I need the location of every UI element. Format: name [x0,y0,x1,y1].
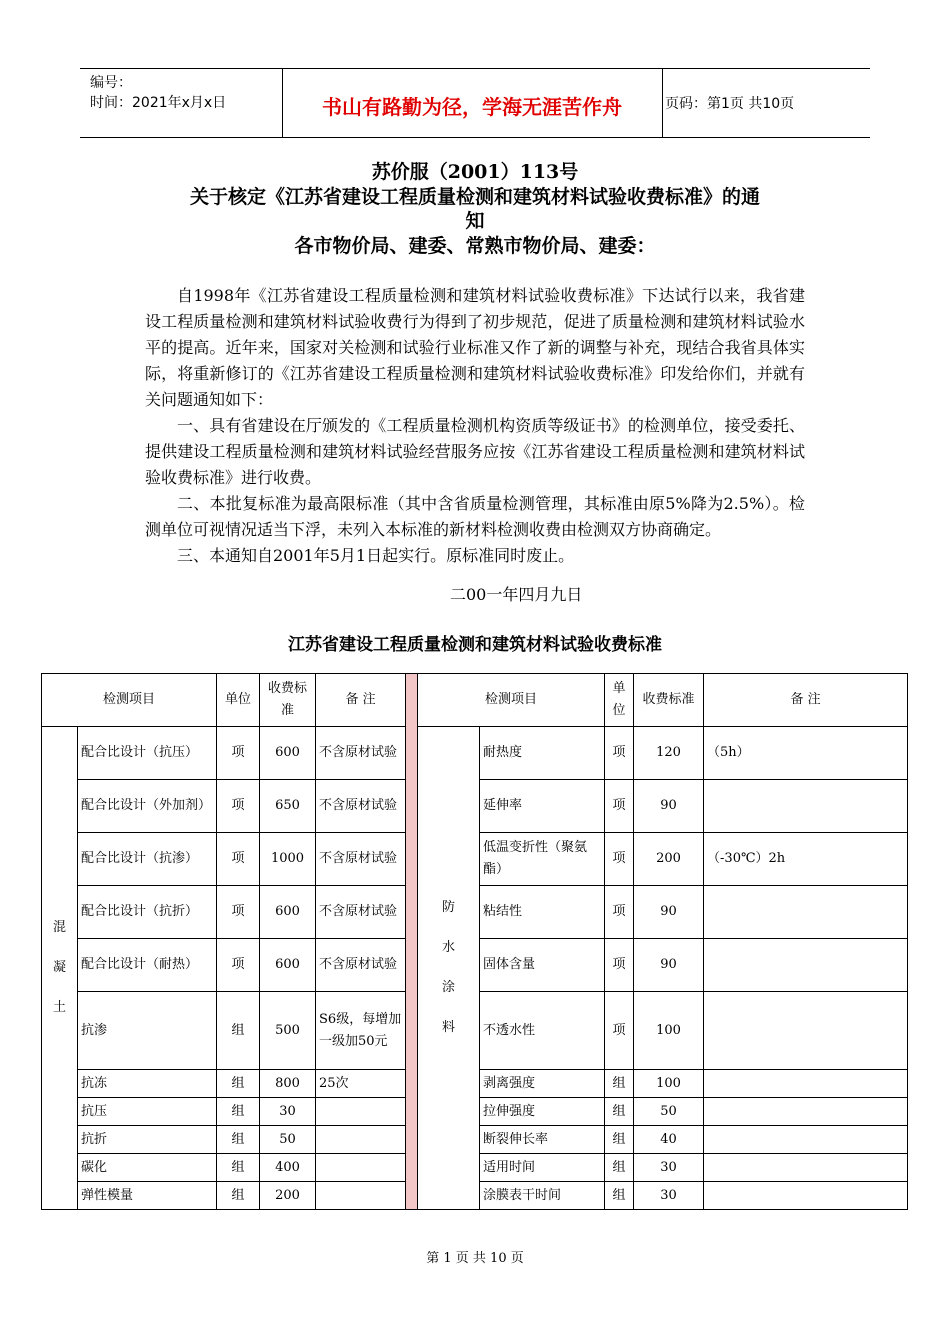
cell-unit: 组 [217,1070,260,1098]
table-separator [406,674,418,1210]
cell-fee: 650 [260,780,316,833]
cell-unit: 项 [605,833,634,886]
cell-note [316,1154,406,1182]
cell-unit: 项 [605,780,634,833]
cell-note: 不含原材试验 [316,780,406,833]
cell-unit: 项 [605,727,634,780]
cell-fee: 600 [260,727,316,780]
header-note: 备 注 [704,674,908,727]
cell-unit: 组 [217,992,260,1070]
cell-fee: 600 [260,886,316,939]
header-item: 检测项目 [42,674,217,727]
cell-unit: 项 [217,780,260,833]
cell-unit: 组 [217,1182,260,1210]
cell-note: 不含原材试验 [316,886,406,939]
table-title: 江苏省建设工程质量检测和建筑材料试验收费标准 [288,635,662,655]
cell-fee: 800 [260,1070,316,1098]
cell-fee: 100 [634,1070,704,1098]
cell-fee: 40 [634,1126,704,1154]
category-waterproof-coating [418,727,480,1210]
page-footer: 第 1 页 共 10 页 [426,1251,524,1266]
time-label: 时间：2021年x月x日 [90,95,227,111]
cell-fee: 500 [260,992,316,1070]
cell-item: 固体含量 [480,939,605,992]
cell-item: 配合比设计（抗压） [78,727,217,780]
cell-item: 断裂伸长率 [480,1126,605,1154]
cell-item: 配合比设计（外加剂） [78,780,217,833]
header-page-code: 页码：第1页 共10页 [665,96,795,112]
cell-unit: 项 [605,992,634,1070]
body-paragraph: 二、本批复标准为最高限标准（其中含省质量检测管理，其标准由原5%降为2.5%）。检测单位可视情况适当下浮，未列入本标准的新材料检测收费由检测双方协商确定。 [145,494,805,539]
cell-note: （-30℃）2h [704,833,908,886]
cell-unit: 组 [605,1098,634,1126]
serial-label: 编号： [90,75,132,91]
category-char: 凝 [52,960,66,975]
cell-unit: 项 [217,833,260,886]
doc-body [145,283,805,569]
cell-note [704,992,908,1070]
category-char: 水 [442,940,456,955]
cell-note [316,1126,406,1154]
cell-unit: 项 [605,939,634,992]
cell-item: 抗冻 [78,1070,217,1098]
body-paragraph: 一、具有省建设在厅颁发的《工程质量检测机构资质等级证书》的检测单位，接受委托、提供建设工程质量检测和建筑材料试验经营服务应按《江苏省建设工程质量检测和建筑材料试验收费标准》进行收费。 [145,416,805,487]
header-divider [662,69,663,137]
cell-item: 涂膜表干时间 [480,1182,605,1210]
category-concrete [42,727,78,1210]
cell-unit: 项 [217,727,260,780]
cell-unit: 项 [217,886,260,939]
cell-note: S6级，每增加一级加50元 [316,992,406,1070]
doc-title-line2: 知 [465,210,485,232]
doc-date: 二00一年四月九日 [450,585,583,604]
cell-unit: 组 [605,1182,634,1210]
cell-item: 剥离强度 [480,1070,605,1098]
cell-fee: 30 [260,1098,316,1126]
cell-fee: 30 [634,1182,704,1210]
doc-title-line1: 关于核定《江苏省建设工程质量检测和建筑材料试验收费标准》的通 [189,186,760,208]
table-header-row [42,674,908,727]
cell-note [704,886,908,939]
cell-note: 25次 [316,1070,406,1098]
cell-fee: 1000 [260,833,316,886]
cell-item: 低温变折性（聚氨酯） [480,833,605,886]
header-unit: 单位 [217,674,260,727]
cell-note [704,939,908,992]
cell-item: 粘结性 [480,886,605,939]
body-paragraph: 自1998年《江苏省建设工程质量检测和建筑材料试验收费标准》下达试行以来，我省建设工程质量检测和建筑材料试验收费行为得到了初步规范，促进了质量检测和建筑材料试验水平的提高。近年来，国家对关检测和试验行业标准又作了新的调整与补充，现结合我省具体实际，将重新修订的《江苏省建设工程质量检测和建筑材料试验收费标准》印发给你们，并就有关问题通知如下： [145,286,805,409]
cell-fee: 200 [260,1182,316,1210]
category-char: 料 [442,1020,456,1035]
cell-unit: 组 [605,1126,634,1154]
cell-fee: 600 [260,939,316,992]
cell-fee: 400 [260,1154,316,1182]
doc-recipients: 各市物价局、建委、常熟市物价局、建委： [294,235,656,257]
cell-item: 不透水性 [480,992,605,1070]
fee-table [41,673,908,1210]
cell-note [704,1070,908,1098]
cell-note: 不含原材试验 [316,727,406,780]
cell-fee: 90 [634,939,704,992]
doc-number: 苏价服（2001）113号 [371,161,579,183]
cell-item: 抗压 [78,1098,217,1126]
cell-fee: 120 [634,727,704,780]
cell-note [704,780,908,833]
header-fee: 收费标准 [260,674,316,727]
cell-unit: 组 [217,1126,260,1154]
header-item: 检测项目 [418,674,605,727]
cell-item: 配合比设计（抗折） [78,886,217,939]
cell-item: 延伸率 [480,780,605,833]
cell-item: 弹性模量 [78,1182,217,1210]
cell-unit: 组 [217,1098,260,1126]
category-char: 涂 [442,980,456,995]
header-note: 备 注 [316,674,406,727]
cell-item: 碳化 [78,1154,217,1182]
cell-fee: 100 [634,992,704,1070]
cell-item: 抗折 [78,1126,217,1154]
cell-note: 不含原材试验 [316,833,406,886]
header-fee: 收费标准 [634,674,704,727]
cell-fee: 50 [634,1098,704,1126]
cell-item: 抗渗 [78,992,217,1070]
cell-item: 适用时间 [480,1154,605,1182]
cell-unit: 组 [217,1154,260,1182]
cell-unit: 项 [605,886,634,939]
cell-note [704,1182,908,1210]
cell-unit: 组 [605,1070,634,1098]
cell-fee: 200 [634,833,704,886]
header-meta [90,73,226,113]
cell-unit: 项 [217,939,260,992]
cell-note [704,1098,908,1126]
cell-fee: 90 [634,780,704,833]
cell-item: 耐热度 [480,727,605,780]
cell-unit: 组 [605,1154,634,1182]
cell-note: 不含原材试验 [316,939,406,992]
cell-note [316,1182,406,1210]
cell-fee: 90 [634,886,704,939]
cell-note [704,1126,908,1154]
category-char: 土 [52,1000,66,1015]
category-char: 防 [442,900,456,915]
header-unit: 单位 [605,674,634,727]
cell-note: （5h） [704,727,908,780]
header-motto: 书山有路勤为径，学海无涯苦作舟 [322,95,622,119]
cell-note [316,1098,406,1126]
category-char: 混 [52,920,66,935]
cell-item: 拉伸强度 [480,1098,605,1126]
table-row [42,727,908,780]
cell-fee: 30 [634,1154,704,1182]
body-paragraph: 三、本通知自2001年5月1日起实行。原标准同时废止。 [177,546,575,565]
cell-item: 配合比设计（耐热） [78,939,217,992]
cell-note [704,1154,908,1182]
cell-fee: 50 [260,1126,316,1154]
cell-item: 配合比设计（抗渗） [78,833,217,886]
page-header [80,68,870,138]
